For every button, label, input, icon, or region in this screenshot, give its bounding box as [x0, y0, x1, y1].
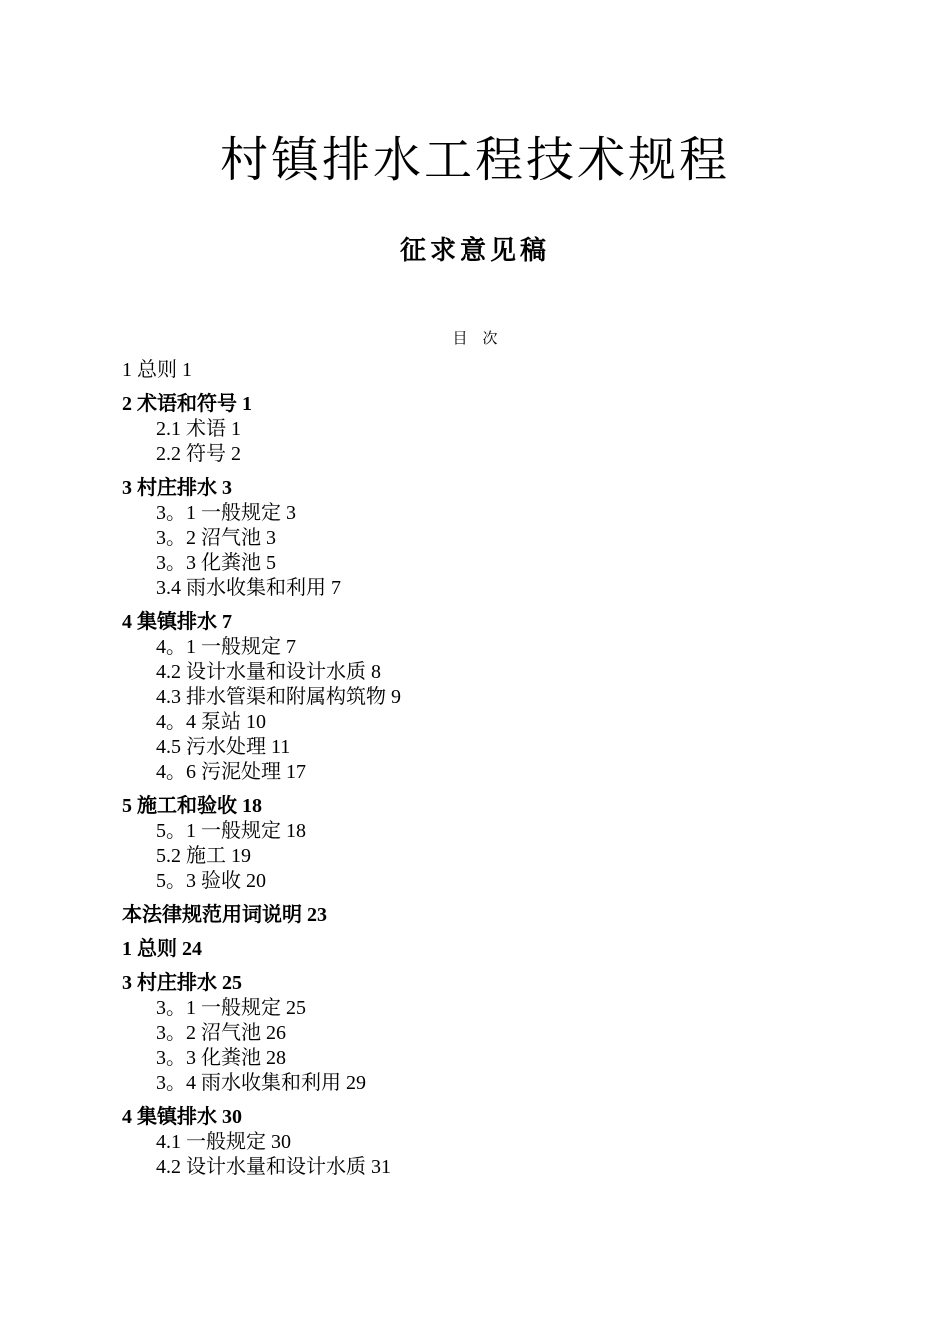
document-title: 村镇排水工程技术规程 — [219, 132, 730, 188]
toc-chapter-entry[interactable]: 1 总则 24 — [122, 938, 202, 960]
document-subtitle: 征求意见稿 — [399, 236, 550, 266]
toc-section-entry[interactable]: 4。4 泵站 10 — [156, 711, 266, 733]
toc-chapter-entry[interactable]: 2 术语和符号 1 — [122, 393, 252, 415]
toc-chapter-group — [122, 971, 822, 1096]
toc-chapter-group — [122, 937, 822, 962]
toc-chapter-entry[interactable]: 3 村庄排水 25 — [122, 972, 242, 994]
toc-section-entry[interactable]: 5。1 一般规定 18 — [156, 820, 306, 842]
toc-chapter-group — [122, 392, 822, 467]
toc-chapter-entry[interactable]: 4 集镇排水 7 — [122, 611, 232, 633]
toc-chapter-group — [122, 610, 822, 785]
toc-section-entry[interactable]: 4.5 污水处理 11 — [156, 736, 291, 758]
toc-section-entry[interactable]: 4.2 设计水量和设计水质 31 — [156, 1156, 391, 1178]
toc-section-entry[interactable]: 3。2 沼气池 26 — [156, 1022, 286, 1044]
toc-section-entry[interactable]: 2.2 符号 2 — [156, 443, 241, 465]
toc-chapter-entry[interactable]: 4 集镇排水 30 — [122, 1106, 242, 1128]
toc-section-entry[interactable]: 2.1 术语 1 — [156, 418, 241, 440]
toc-section-entry[interactable]: 3。1 一般规定 25 — [156, 997, 306, 1019]
toc-chapter-group — [122, 903, 822, 928]
toc-section-entry[interactable]: 4.3 排水管渠和附属构筑物 9 — [156, 686, 401, 708]
toc-section-entry[interactable]: 4。1 一般规定 7 — [156, 636, 296, 658]
toc-chapter-entry[interactable]: 3 村庄排水 3 — [122, 477, 232, 499]
toc-section-entry[interactable]: 3.4 雨水收集和利用 7 — [156, 577, 341, 599]
toc-chapter-entry[interactable]: 1 总则 1 — [122, 359, 192, 381]
toc-chapter-group — [122, 476, 822, 601]
toc-section-entry[interactable]: 4。6 污泥处理 17 — [156, 761, 306, 783]
toc-section-entry[interactable]: 3。3 化粪池 28 — [156, 1047, 286, 1069]
toc-chapter-entry[interactable]: 5 施工和验收 18 — [122, 795, 262, 817]
toc-chapter-group — [122, 794, 822, 894]
toc-section-entry[interactable]: 3。1 一般规定 3 — [156, 502, 296, 524]
toc-section-entry[interactable]: 4.2 设计水量和设计水质 8 — [156, 661, 381, 683]
toc-chapter-entry[interactable]: 本法律规范用词说明 23 — [122, 904, 327, 926]
toc-section-entry[interactable]: 3。3 化粪池 5 — [156, 552, 276, 574]
toc-heading: 目 次 — [452, 329, 498, 347]
toc-section-entry[interactable]: 3。4 雨水收集和利用 29 — [156, 1072, 366, 1094]
table-of-contents — [122, 358, 822, 1189]
toc-section-entry[interactable]: 4.1 一般规定 30 — [156, 1131, 291, 1153]
toc-chapter-group — [122, 358, 822, 383]
toc-section-entry[interactable]: 5.2 施工 19 — [156, 845, 251, 867]
toc-section-entry[interactable]: 5。3 验收 20 — [156, 870, 266, 892]
toc-chapter-group — [122, 1105, 822, 1180]
toc-section-entry[interactable]: 3。2 沼气池 3 — [156, 527, 276, 549]
